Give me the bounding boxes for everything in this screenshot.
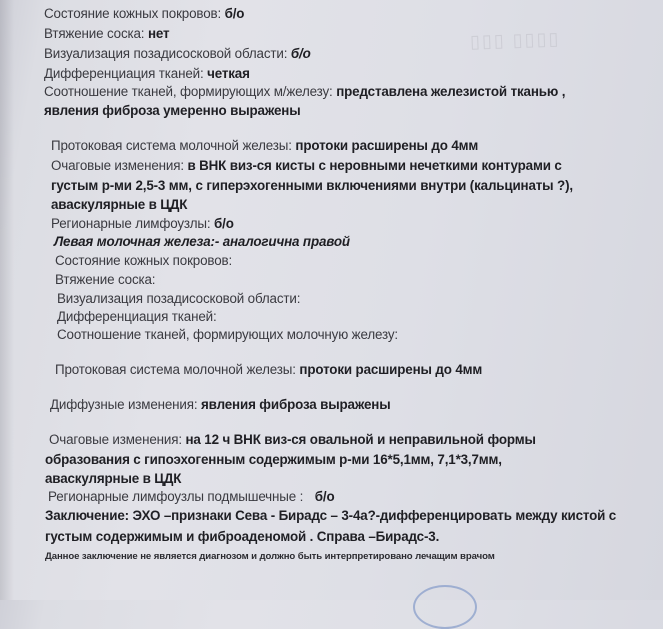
left-breast-heading xyxy=(54,233,350,251)
right-retroareolar-row xyxy=(44,45,311,63)
value: на 12 ч ВНК виз-ся овальной и неправильной формы xyxy=(185,432,536,447)
right-tissue-diff-row xyxy=(44,65,250,83)
left-nipple-row xyxy=(55,271,155,289)
value: б/о xyxy=(214,216,234,231)
conclusion-line-2: густым содержимым и фиброаденомой . Справа –Бирадс-3. xyxy=(45,529,440,544)
value: явления фиброза выражены xyxy=(201,397,391,412)
heading: Левая молочная железа:- аналогична правой xyxy=(54,234,350,249)
label: Дифференциация тканей: xyxy=(44,66,204,81)
right-tissue-ratio-cont xyxy=(44,102,301,120)
left-focal-cont-2 xyxy=(45,470,181,488)
value: нет xyxy=(147,26,170,41)
right-tissue-ratio-row xyxy=(44,83,565,101)
left-retroareolar-row xyxy=(57,290,300,308)
conclusion-line-1: Заключение: ЭХО –признаки Сева - Бирадс – 3-4а?-дифференцировать между кистой с xyxy=(45,508,617,523)
label: Состояние кожных покровов: xyxy=(55,253,233,268)
value: представлена железистой тканью , xyxy=(336,84,566,99)
right-focal-cont-1 xyxy=(51,177,573,195)
left-focal-cont-1 xyxy=(45,451,502,469)
value: аваскулярные в ЦДК xyxy=(45,471,182,486)
value: б/о xyxy=(290,46,311,61)
right-skin-row xyxy=(44,5,244,23)
value: аваскулярные в ЦДК xyxy=(51,197,188,212)
value: образования с гипоэхогенным содержимым р-ми 16*5,1мм, 7,1*3,7мм, xyxy=(45,452,502,467)
label: Втяжение соска: xyxy=(44,26,145,41)
value: явления фиброза умеренно выражены xyxy=(44,103,301,118)
left-ducts-row xyxy=(55,361,482,379)
show-through-text: ▯▯▯ ▯▯▯▯ xyxy=(469,28,561,52)
value: в ВНК виз-ся кисты с неровными нечеткими контурами с xyxy=(187,158,562,173)
value: четкая xyxy=(207,66,250,81)
label: Очаговые изменения: xyxy=(51,158,184,173)
value: б/о xyxy=(314,489,335,504)
label: Состояние кожных покровов: xyxy=(44,6,222,21)
label: Протоковая система молочной железы: xyxy=(55,362,296,377)
label: Втяжение соска: xyxy=(55,272,156,287)
value: протоки расширены до 4мм xyxy=(299,362,483,377)
label: Регионарные лимфоузлы: xyxy=(51,216,211,231)
page-shadow xyxy=(0,0,14,600)
value: протоки расширены до 4мм xyxy=(295,138,479,153)
label: Соотношение тканей, формирующих молочную железу: xyxy=(57,327,398,342)
label: Визуализация позадисосковой области: xyxy=(44,46,288,61)
label: Протоковая система молочной железы: xyxy=(51,138,292,153)
label: Регионарные лимфоузлы подмышечные : xyxy=(48,489,304,504)
left-focal-row xyxy=(49,431,536,449)
value: б/о xyxy=(224,6,245,21)
disclaimer: Данное заключение не является диагнозом и должно быть интерпретировано лечащим врачом xyxy=(45,551,495,562)
left-skin-row xyxy=(55,252,232,270)
right-focal-row xyxy=(51,157,562,175)
label: Диффузные изменения: xyxy=(50,397,198,412)
label: Очаговые изменения: xyxy=(49,432,182,447)
value: густым р-ми 2,5-3 мм, с гиперэхогенными включениями внутри (кальцинаты ?), xyxy=(51,178,573,193)
left-tissue-diff-row xyxy=(57,308,217,326)
left-lymph-row xyxy=(48,488,334,506)
label: Визуализация позадисосковой области: xyxy=(57,291,301,306)
label: Дифференциация тканей: xyxy=(57,309,217,324)
right-ducts-row xyxy=(51,137,478,155)
label: Соотношение тканей, формирующих м/железу: xyxy=(44,84,333,99)
right-lymph-row xyxy=(51,215,234,233)
right-focal-cont-2 xyxy=(51,196,187,214)
right-nipple-row xyxy=(44,25,169,43)
left-diffuse-row xyxy=(50,396,391,414)
stamp-icon xyxy=(413,585,477,629)
left-tissue-ratio-row xyxy=(57,326,398,344)
